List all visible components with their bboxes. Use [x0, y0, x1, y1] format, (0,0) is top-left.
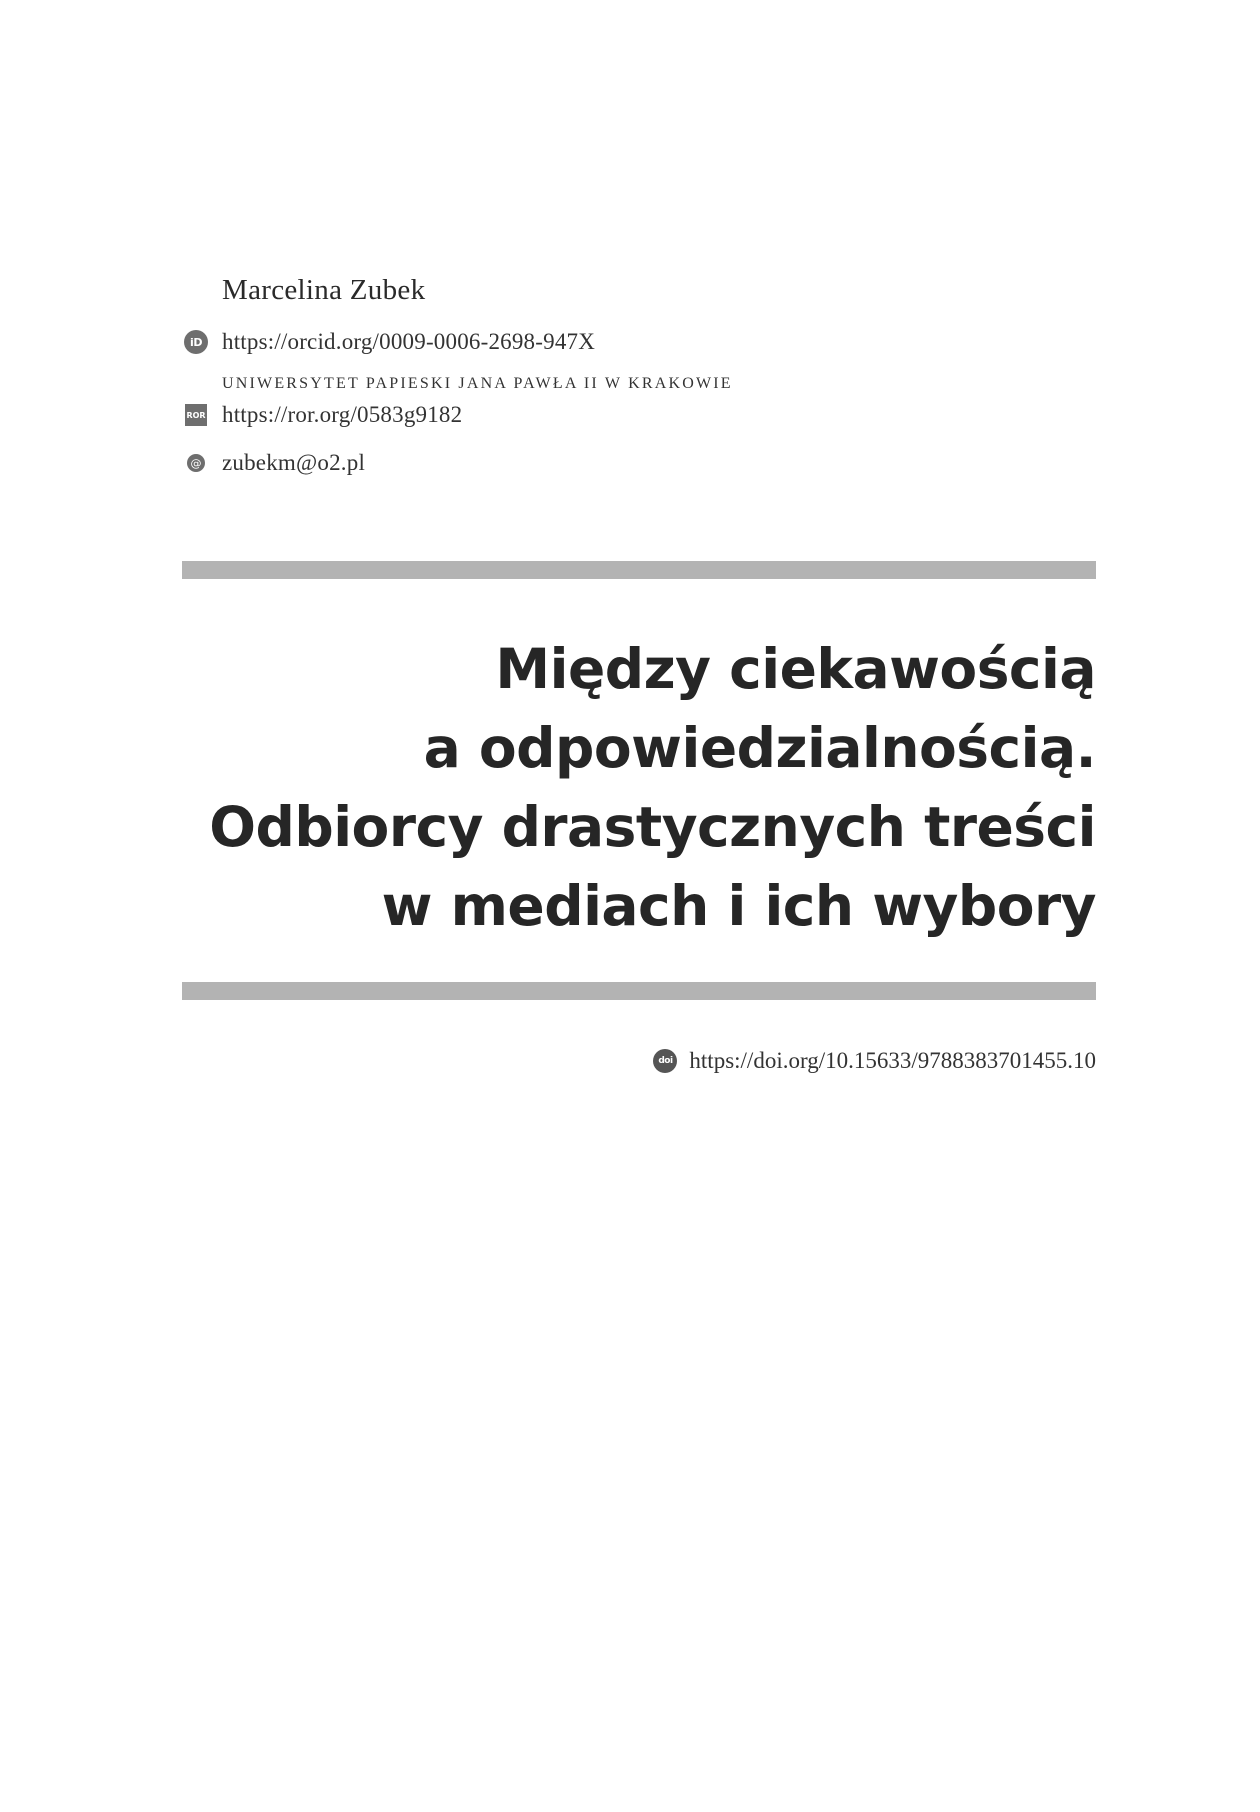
ror-link[interactable]: https://ror.org/0583g9182	[222, 402, 463, 427]
author-name: Marcelina Zubek	[222, 274, 426, 306]
doi-row	[653, 1048, 1096, 1074]
doi-icon: doi	[653, 1049, 677, 1073]
ror-icon: ROR	[185, 404, 207, 426]
doi-link[interactable]: https://doi.org/10.15633/9788383701455.10	[689, 1048, 1096, 1073]
email-row	[184, 450, 365, 476]
affiliation: UNIWERSYTET PAPIESKI JANA PAWŁA II W KRAKOWIE	[222, 375, 733, 392]
bottom-divider	[182, 982, 1096, 1000]
orcid-row	[184, 329, 595, 355]
title-line: Między ciekawością	[495, 637, 1096, 701]
ror-row	[184, 402, 462, 428]
top-divider	[182, 561, 1096, 579]
title-line: Odbiorcy drastycznych treści	[209, 795, 1096, 859]
title-line: w mediach i ich wybory	[381, 874, 1096, 938]
email-link[interactable]: zubekm@o2.pl	[222, 450, 366, 475]
article-title	[196, 630, 1096, 946]
title-line: a odpowiedzialnością.	[423, 716, 1096, 780]
email-icon: @	[187, 454, 205, 472]
orcid-icon: iD	[184, 330, 208, 354]
orcid-link[interactable]: https://orcid.org/0009-0006-2698-947X	[222, 329, 596, 354]
